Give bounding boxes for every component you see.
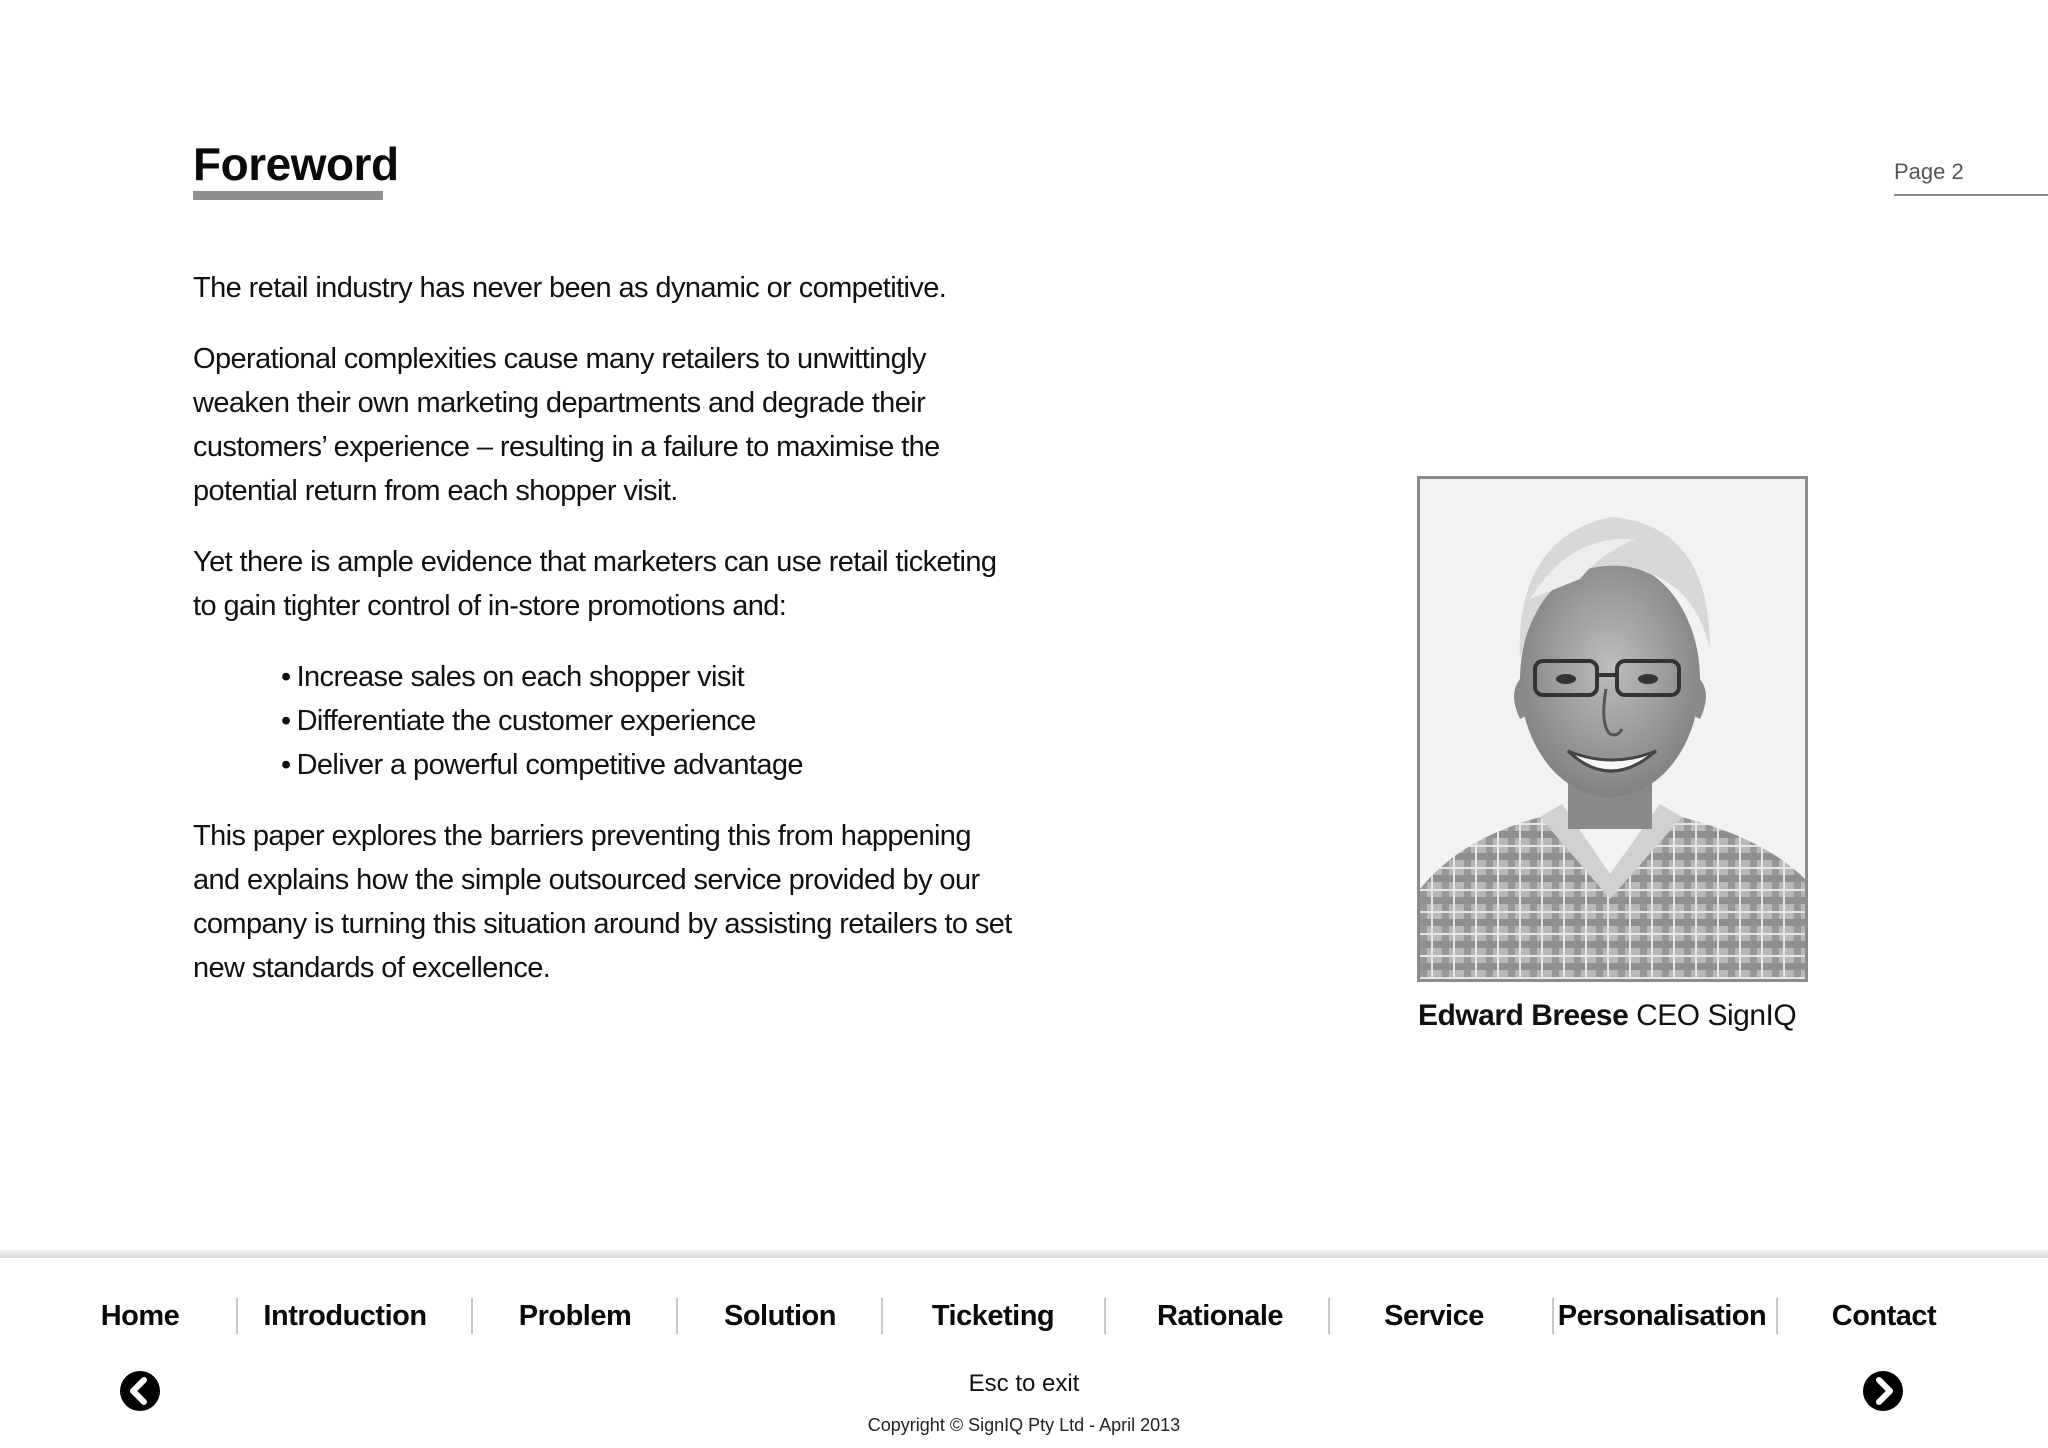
paragraph: The retail industry has never been as dynamic or competitive.	[193, 272, 947, 304]
list-item: • Differentiate the customer experience	[281, 699, 1013, 743]
nav-solution[interactable]: Solution	[724, 1300, 836, 1332]
page-title: Foreword	[193, 138, 399, 190]
nav-rationale[interactable]: Rationale	[1156, 1300, 1284, 1332]
chevron-right-circle-icon	[1862, 1370, 1904, 1412]
footer-divider	[0, 1250, 2048, 1258]
paragraph: Operational complexities cause many retailers to unwittingly weaken their own marketing departments and degrade their customers’ experience – resulting in a failure to maximise the potential return from each shopper visit.	[193, 343, 940, 507]
list-item: • Increase sales on each shopper visit	[281, 655, 1013, 699]
list-item: • Deliver a powerful competitive advantage	[281, 743, 1013, 787]
ceo-name: Edward Breese	[1418, 999, 1629, 1032]
page-number: Page 2	[1894, 158, 2048, 196]
next-page-button[interactable]	[1862, 1370, 1904, 1412]
ceo-portrait	[1417, 476, 1808, 982]
nav-personalisation[interactable]: Personalisation	[1557, 1300, 1767, 1332]
nav-separator	[1776, 1298, 1778, 1334]
paragraph: Yet there is ample evidence that marketers can use retail ticketing to gain tighter control of in-store promotions and:	[193, 546, 997, 622]
exit-hint: Esc to exit	[968, 1370, 1080, 1397]
nav-introduction[interactable]: Introduction	[263, 1300, 427, 1332]
foreword-body	[193, 266, 1013, 1017]
nav-problem[interactable]: Problem	[518, 1300, 632, 1332]
nav-separator	[881, 1298, 883, 1334]
paragraph: This paper explores the barriers preventing this from happening and explains how the simple outsourced service provided by our company is turning this situation around by assisting retailers to set new standards of excellence.	[193, 820, 1012, 984]
nav-contact[interactable]: Contact	[1831, 1300, 1937, 1332]
portrait-photo	[1420, 479, 1805, 979]
nav-separator	[1104, 1298, 1106, 1334]
ceo-role: CEO SignIQ	[1636, 999, 1797, 1032]
nav-ticketing[interactable]: Ticketing	[931, 1300, 1055, 1332]
title-underline	[193, 191, 383, 200]
copyright-notice: Copyright © SignIQ Pty Ltd - April 2013	[867, 1415, 1181, 1435]
portrait-caption	[1418, 996, 1796, 1036]
nav-separator	[1328, 1298, 1330, 1334]
nav-home[interactable]: Home	[100, 1300, 180, 1332]
nav-service[interactable]: Service	[1384, 1300, 1484, 1332]
nav-separator	[236, 1298, 238, 1334]
benefit-list	[193, 655, 1013, 787]
nav-separator	[1552, 1298, 1554, 1334]
nav-separator	[676, 1298, 678, 1334]
bottom-navigation	[0, 1296, 2048, 1336]
nav-separator	[471, 1298, 473, 1334]
